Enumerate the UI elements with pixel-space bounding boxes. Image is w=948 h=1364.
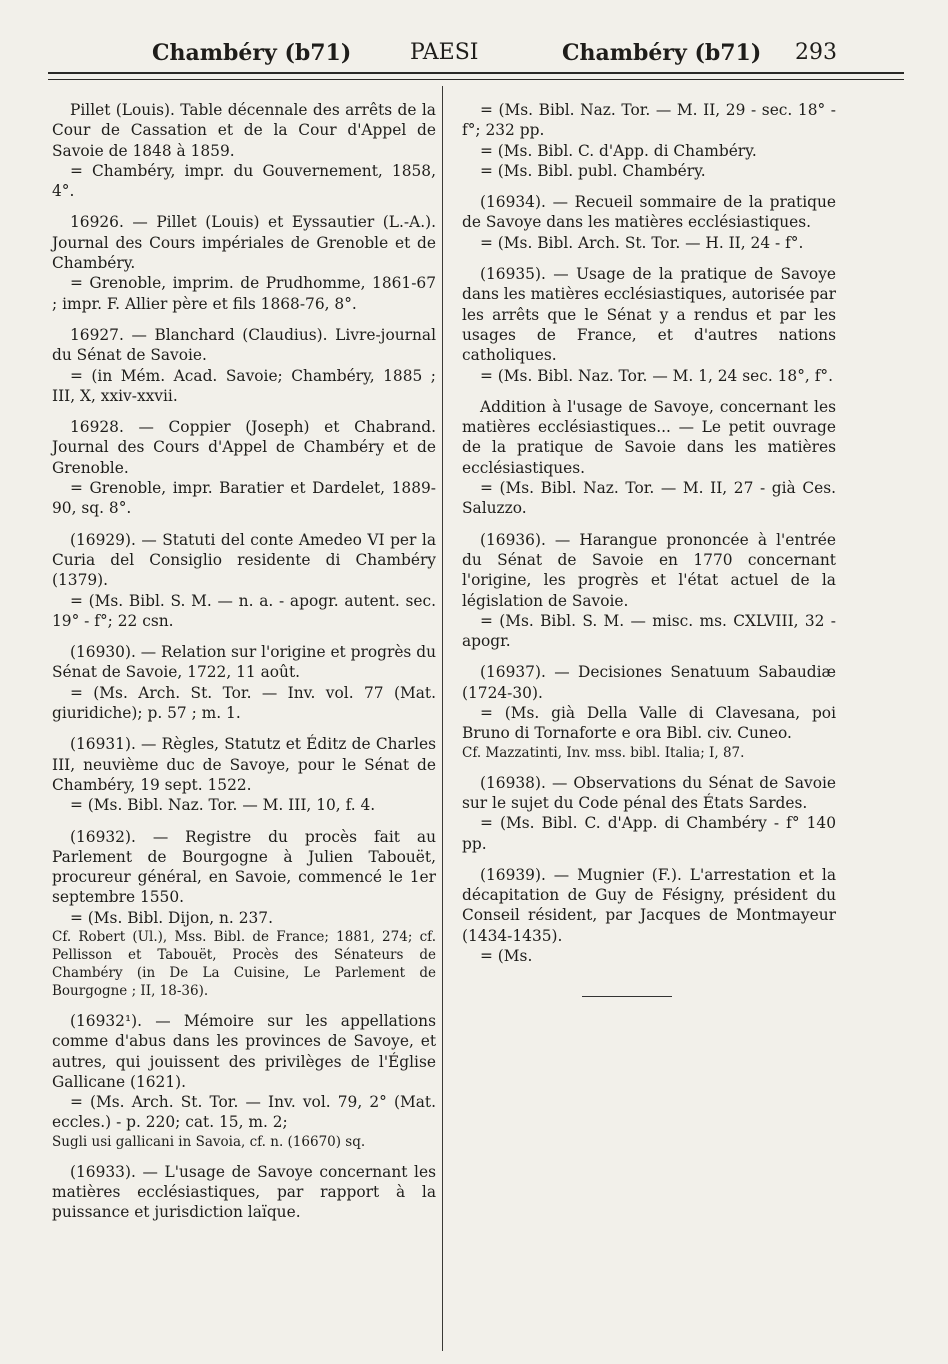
entry-source: = Grenoble, impr. Baratier et Dardelet, 1889-90, sq. 8°. — [52, 479, 436, 518]
entry-source: = (Ms. Bibl. Naz. Tor. — M. II, 29 - sec. 18° - f°; 232 pp. — [462, 101, 836, 140]
entry-16936 — [462, 530, 836, 652]
entry-title: (16932). — Registre du procès fait au Parlement de Bourgogne à Julien Tabouët, procureur général, en Savoie, commencé le 1er septembre 1550. — [52, 827, 436, 907]
entry-source: = Grenoble, imprim. de Prudhomme, 1861-67 ; impr. F. Allier père et fils 1868-76, 8°. — [52, 274, 436, 313]
entry-source: = (Ms. Bibl. S. M. — n. a. - apogr. autent. sec. 19° - f°; 22 csn. — [52, 591, 436, 630]
entry-title: 16927. — Blanchard (Claudius). Livre-journal du Sénat de Savoie. — [52, 325, 436, 365]
header-rule — [48, 72, 904, 74]
entry-title: (16936). — Harangue prononcée à l'entrée du Sénat de Savoie en 1770 concernant l'origine, les progrès et l'état actuel de la législation de Savoie. — [462, 530, 836, 610]
entry-source: = Chambéry, impr. du Gouvernement, 1858, 4°. — [52, 161, 436, 201]
entry-title: Pillet (Louis). Table décennale des arrêts de la Cour de Cassation et de la Cour d'Appel de Savoie de 1848 à 1859. — [52, 101, 436, 160]
entry-16932 — [52, 827, 436, 1000]
entry-16931 — [52, 734, 436, 815]
entry-source: = (in Mém. Acad. Savoie; Chambéry, 1885 ; III, X, xxiv-xxvii. — [52, 366, 436, 405]
entry-source: = (Ms. Bibl. Naz. Tor. — M. III, 10, f. 4. — [70, 796, 376, 815]
entry-title: (16933). — L'usage de Savoye concernant les matières ecclésiastiques, par rapport à la puissance et jurisdiction laïque. — [52, 1162, 436, 1222]
entry-16933 — [52, 1162, 436, 1223]
entry-title: 16926. — Pillet (Louis) et Eyssautier (L.-A.). Journal des Cours impériales de Grenoble et de Chambéry. — [52, 213, 436, 273]
header-left-title: Chambéry (b71) — [152, 40, 352, 66]
entry-title: 16928. — Coppier (Joseph) et Chabrand. Journal des Cours d'Appel de Chambéry et de Grenoble. — [52, 418, 436, 477]
entry-title: (16932¹). — Mémoire sur les appellations comme d'abus dans les provinces de Savoye, et autres, qui jouissent des privilèges de l'Église Gallicane (1621). — [52, 1011, 436, 1091]
entry-title: Addition à l'usage de Savoye, concernant les matières ecclésiastiques... — Le petit ouvrage de la pratique de Savoie dans les matières ecclésiastiques. — [462, 397, 836, 477]
entry-pillet-table — [52, 100, 436, 201]
entry-title: (16934). — Recueil sommaire de la pratique de Savoye dans les matières ecclésiastiques. — [462, 193, 836, 232]
entry-source: = (Ms. Bibl. Dijon, n. 237. — [70, 908, 273, 927]
entry-source: = (Ms. Bibl. Naz. Tor. — M. 1, 24 sec. 18°, f°. — [480, 366, 833, 385]
entry-16929 — [52, 530, 436, 631]
entry-note: Cf. Robert (Ul.), Mss. Bibl. de France; 1881, 274; cf. Pellisson et Tabouët, Procès des Sénateurs de Chambéry (in De La Cuisine, Le Parlement de Bourgogne ; II, 18-36). — [52, 928, 436, 999]
entry-16935 — [462, 264, 836, 386]
entry-16930 — [52, 642, 436, 723]
entry-16932-bis — [52, 1011, 436, 1151]
entry-source: = (Ms. Bibl. C. d'App. di Chambéry - f° 140 pp. — [462, 814, 836, 853]
header-right-title: Chambéry (b71) — [562, 40, 762, 66]
column-divider — [442, 86, 443, 1351]
entry-16934 — [462, 192, 836, 253]
entry-16937 — [462, 662, 836, 761]
entry-title: (16935). — Usage de la pratique de Savoye dans les matières ecclésiastiques, autorisée par les arrêts que le Sénat y a rendus et par les usages de France, et d'autres nations catholiques. — [462, 265, 836, 365]
entry-source: = (Ms. Arch. St. Tor. — Inv. vol. 77 (Mat. giuridiche); p. 57 ; m. 1. — [52, 683, 436, 723]
entry-source: = (Ms. Arch. St. Tor. — Inv. vol. 79, 2° (Mat. eccles.) - p. 220; cat. 15, m. 2; — [52, 1093, 436, 1132]
header-center-title: PAESI — [410, 40, 479, 65]
entry-note: Sugli usi gallicani in Savoia, cf. n. (16670) sq. — [52, 1133, 366, 1150]
entry-16927 — [52, 325, 436, 406]
entry-title: (16929). — Statuti del conte Amedeo VI per la Curia del Consiglio residente di Chambéry (1379). — [52, 530, 436, 590]
page-number: 293 — [795, 40, 837, 65]
entry-16939 — [462, 865, 836, 966]
entry-16933-cont — [462, 100, 836, 181]
entry-title: (16937). — Decisiones Senatuum Sabaudiæ (1724-30). — [462, 663, 836, 702]
end-rule — [582, 996, 672, 997]
entry-title: (16939). — Mugnier (F.). L'arrestation et la décapitation de Guy de Fésigny, président du Conseil résident, par Jacques de Montmayeur (1434-1435). — [462, 865, 836, 945]
entry-16928 — [52, 417, 436, 518]
entry-source: = (Ms. già Della Valle di Clavesana, poi Bruno di Tornaforte e ora Bibl. civ. Cuneo. — [462, 704, 836, 743]
header-rule-thin — [48, 79, 904, 80]
entry-title: (16931). — Règles, Statutz et Éditz de Charles III, neuvième duc de Savoye, pour le Sénat de Chambéry, 19 sept. 1522. — [52, 735, 436, 794]
entry-16926 — [52, 212, 436, 313]
entry-note: Cf. Mazzatinti, Inv. mss. bibl. Italia; I, 87. — [462, 744, 745, 761]
entry-source: = (Ms. Bibl. publ. Chambéry. — [480, 161, 706, 180]
entry-16935-add — [462, 397, 836, 519]
left-column — [52, 100, 436, 1234]
entry-source: = (Ms. Bibl. Naz. Tor. — M. II, 27 - già Ces. Saluzzo. — [462, 479, 836, 518]
entry-16938 — [462, 773, 836, 854]
entry-title: (16938). — Observations du Sénat de Savoie sur le sujet du Code pénal des États Sardes. — [462, 773, 836, 812]
entry-title: (16930). — Relation sur l'origine et progrès du Sénat de Savoie, 1722, 11 août. — [52, 643, 436, 682]
entry-source: = (Ms. Bibl. Arch. St. Tor. — H. II, 24 - f°. — [480, 233, 804, 252]
entry-source: = (Ms. Bibl. C. d'App. di Chambéry. — [480, 141, 757, 160]
right-column — [462, 100, 836, 997]
entry-source: = (Ms. — [480, 946, 533, 965]
entry-source: = (Ms. Bibl. S. M. — misc. ms. CXLVIII, 32 - apogr. — [462, 611, 836, 651]
